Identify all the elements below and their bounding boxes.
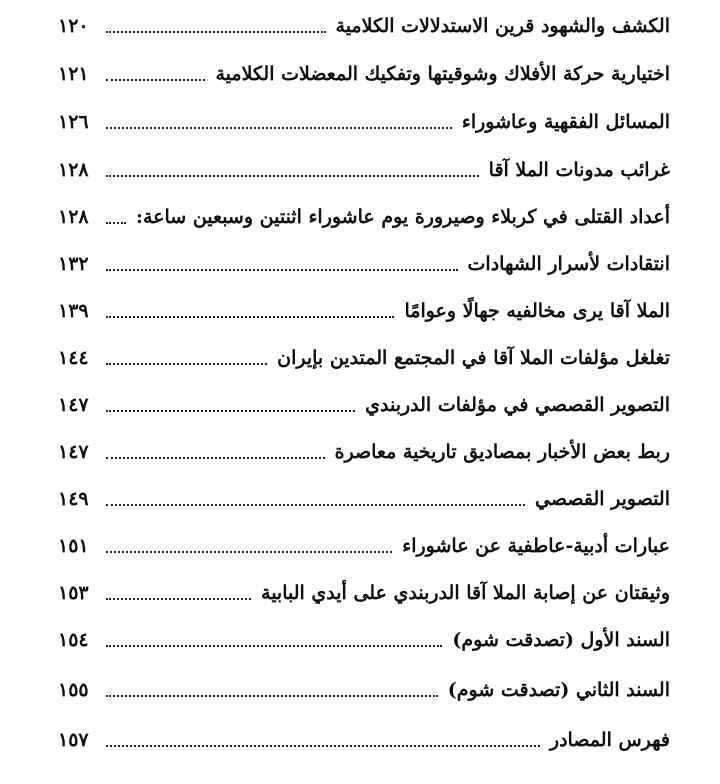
dot-leader [106, 645, 442, 647]
toc-entry-title: السند الأول (تصدقت شوم) [452, 629, 670, 651]
toc-row [58, 104, 670, 140]
dot-leader [106, 269, 458, 271]
toc-row [58, 387, 670, 423]
toc-entry-title: التصوير القصصي في مؤلفات الدربندي [365, 394, 670, 416]
dot-leader [106, 504, 525, 506]
dot-leader [106, 363, 267, 365]
dot-leader [106, 79, 205, 81]
toc-entry-title: أعداد القتلى في كربلاء وصيرورة يوم عاشوراء اثنتين وسبعين ساعة: [135, 206, 670, 228]
toc-row [58, 293, 670, 329]
toc-row [58, 672, 670, 708]
dot-leader [106, 695, 438, 697]
toc-entry-title: الملا آقا يرى مخالفيه جهالًا وعوامًا [404, 300, 670, 322]
toc-row [58, 722, 670, 758]
toc-entry-title: ربط بعض الأخبار بمصاديق تاريخية معاصرة [334, 441, 670, 463]
toc-page-number: ١٣٢ [58, 253, 89, 275]
toc-entry-title: انتقادات لأسرار الشهادات [467, 253, 670, 275]
toc-row [58, 56, 670, 92]
toc-page-number: ١٥٥ [58, 679, 89, 701]
dot-leader [106, 222, 126, 224]
toc-entry-title: الكشف والشهود قرين الاستدلالات الكلامية [335, 15, 670, 37]
toc-entry-title: غرائب مدونات الملا آقا [488, 159, 670, 181]
toc-page-number: ١٢٦ [58, 111, 89, 133]
toc-page-number: ١٢١ [58, 63, 89, 85]
toc-entry-title: المسائل الفقهية وعاشوراء [461, 111, 670, 133]
toc-page-number: ١٥٣ [58, 582, 89, 604]
toc-row [58, 622, 670, 658]
toc-page-number: ١٣٩ [58, 300, 89, 322]
toc-page-number: ١٤٩ [58, 488, 89, 510]
dot-leader [106, 551, 392, 553]
dot-leader [106, 127, 452, 129]
toc-page-number: ١٢٠ [58, 15, 89, 37]
dot-leader [106, 457, 325, 459]
dot-leader [106, 745, 540, 747]
toc-page-number: ١٢٨ [58, 159, 89, 181]
dot-leader [106, 31, 326, 33]
toc-row [58, 528, 670, 564]
toc-row [58, 575, 670, 611]
toc-row [58, 199, 670, 235]
toc-page-number: ١٤٧ [58, 394, 89, 416]
toc-row [58, 434, 670, 470]
toc-page-number: ١٢٨ [58, 206, 89, 228]
toc-entry-title: اختيارية حركة الأفلاك وشوقيتها وتفكيك المعضلات الكلامية [215, 63, 670, 85]
toc-entry-title: فهرس المصادر [549, 729, 670, 751]
toc-page-number: ١٥٧ [58, 729, 89, 751]
toc-page-number: ١٥٤ [58, 629, 89, 651]
toc-row [58, 152, 670, 188]
toc-entry-title: تغلغل مؤلفات الملا آقا في المجتمع المتدين بإيران [277, 347, 670, 369]
toc-page-number: ١٥١ [58, 535, 89, 557]
dot-leader [106, 316, 394, 318]
toc-row [58, 246, 670, 282]
toc-entry-title: عبارات أدبية-عاطفية عن عاشوراء [402, 535, 670, 557]
toc-page-number: ١٤٤ [58, 347, 89, 369]
dot-leader [106, 175, 479, 177]
dot-leader [106, 410, 355, 412]
dot-leader [106, 598, 251, 600]
toc-entry-title: السند الثاني (تصدقت شوم) [447, 679, 670, 701]
toc-entry-title: التصوير القصصي [535, 488, 670, 510]
toc-entry-title: وثيقتان عن إصابة الملا آقا الدربندي على أيدي البابية [261, 582, 670, 604]
toc-row [58, 8, 670, 44]
toc-row [58, 340, 670, 376]
toc-page-number: ١٤٧ [58, 441, 89, 463]
toc-row [58, 481, 670, 517]
